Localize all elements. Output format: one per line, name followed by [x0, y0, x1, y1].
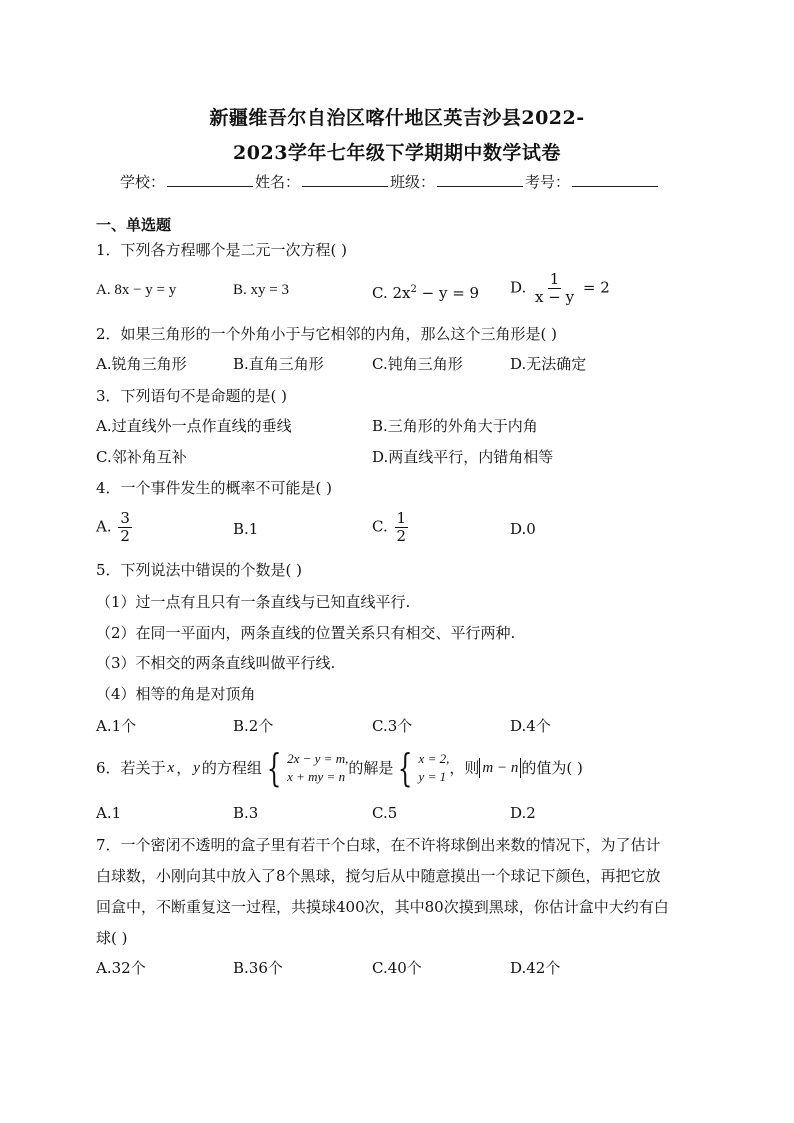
- q6-sol2: y = 1: [418, 769, 447, 784]
- q2-option-d: D.无法确定: [510, 355, 587, 373]
- student-info-row: [120, 171, 660, 192]
- q4-option-a: [96, 510, 134, 545]
- q4-c-prefix: C.: [372, 517, 388, 536]
- q6-option-a: A.1: [96, 804, 122, 822]
- q4-a-num: 3: [120, 509, 130, 527]
- q6-sol1: x = 2,: [418, 751, 450, 766]
- q6-brace-icon: {: [266, 746, 282, 790]
- q6-eq1: 2x − y = m,: [287, 751, 349, 766]
- school-blank[interactable]: [167, 171, 253, 187]
- q3-stem: 3．下列语句不是命题的是( ): [96, 387, 288, 405]
- q7-line-1: 7．一个密闭不透明的盒子里有若干个白球，在不许将球倒出来数的情况下，为了估计: [96, 836, 661, 854]
- q4-option-b: B.1: [233, 520, 259, 538]
- q6-var-x: x: [167, 760, 175, 776]
- q2-option-c: C.钝角三角形: [372, 355, 463, 373]
- q2-stem: 2．如果三角形的一个外角小于与它相邻的内角，那么这个三角形是( ): [96, 325, 558, 343]
- q6-solution-system: [393, 748, 449, 788]
- q5-option-b: B.2个: [233, 717, 274, 735]
- q6-abs-expr: m − n: [479, 758, 521, 778]
- q4-option-c: [372, 510, 410, 545]
- q1-option-a: A. 8x − y = y: [96, 282, 177, 298]
- q6-var-y: y: [193, 760, 200, 776]
- exam-title-line1: 新疆维吾尔自治区喀什地区英吉沙县2022-: [209, 107, 585, 129]
- q4-a-fraction: [118, 510, 132, 545]
- q1-c-prefix: C. 2x: [372, 284, 411, 302]
- q7-line-4: 球( ): [96, 929, 128, 947]
- q6-sep: ，: [176, 759, 192, 777]
- q1-option-d: [510, 271, 610, 306]
- q1-d-num: 1: [549, 270, 560, 288]
- exam-no-blank[interactable]: [572, 171, 658, 187]
- q5-option-c: C.3个: [372, 717, 413, 735]
- school-label: 学校：: [120, 173, 166, 191]
- q6-stem-suffix: 的值为( ): [521, 759, 583, 777]
- q1-d-suffix: = 2: [582, 278, 610, 297]
- exam-no-label: 考号：: [525, 173, 571, 191]
- q6-option-d: D.2: [510, 804, 536, 822]
- q6-brace-icon: {: [398, 746, 413, 790]
- name-blank[interactable]: [302, 171, 388, 187]
- q1-d-fraction: [533, 271, 576, 306]
- q4-c-den: 2: [396, 527, 407, 545]
- q5-statement-2: （2）在同一平面内，两条直线的位置关系只有相交、平行两种.: [96, 624, 516, 642]
- q7-option-b: B.36个: [233, 959, 283, 977]
- q7-line-2: 白球数，小刚向其中放入了8个黑球，搅匀后从中随意摸出一个球记下颜色，再把它放: [96, 867, 661, 885]
- q7-line-3: 回盒中，不断重复这一过程，共摸球400次，其中80次摸到黑球，你估计盒中大约有白: [96, 898, 669, 916]
- q7-option-c: C.40个: [372, 959, 422, 977]
- q3-option-b: B.三角形的外角大于内角: [372, 417, 538, 435]
- q3-option-d: D.两直线平行，内错角相等: [372, 448, 554, 466]
- q1-stem: 1．下列各方程哪个是二元一次方程( ): [96, 241, 348, 259]
- q1-c-sup: 2: [410, 284, 417, 295]
- q3-option-c: C.邻补角互补: [96, 448, 187, 466]
- section-title: 一、单选题: [96, 216, 172, 234]
- q7-option-a: A.32个: [96, 959, 146, 977]
- q6-stem: [96, 748, 583, 788]
- q4-a-prefix: A.: [96, 517, 112, 536]
- q6-stem-prefix: 6．若关于: [96, 759, 166, 777]
- q2-option-b: B.直角三角形: [233, 355, 324, 373]
- class-label: 班级：: [390, 173, 436, 191]
- exam-title-line2: 2023学年七年级下学期期中数学试卷: [233, 142, 561, 164]
- q1-option-b: B. xy = 3: [233, 282, 289, 298]
- q4-stem: 4．一个事件发生的概率不可能是( ): [96, 479, 333, 497]
- q5-statement-1: （1）过一点有且只有一条直线与已知直线平行.: [96, 593, 411, 611]
- q1-option-c: [372, 280, 479, 303]
- q4-c-num: 1: [396, 509, 407, 527]
- q5-statement-3: （3）不相交的两条直线叫做平行线.: [96, 654, 336, 672]
- q6-option-c: C.5: [372, 804, 398, 822]
- q7-option-d: D.42个: [510, 959, 561, 977]
- q6-eq2: x + my = n: [287, 769, 346, 784]
- q5-statement-4: （4）相等的角是对顶角: [96, 685, 256, 703]
- q5-option-a: A.1个: [96, 717, 137, 735]
- q6-stem-mid2: 的解是: [348, 759, 394, 777]
- q1-d-prefix: D.: [510, 278, 527, 297]
- q4-option-d: D.0: [510, 520, 536, 538]
- q4-a-den: 2: [120, 527, 130, 545]
- q1-d-den: x − y: [535, 288, 575, 306]
- q5-option-d: D.4个: [510, 717, 551, 735]
- q3-option-a: A.过直线外一点作直线的垂线: [96, 417, 292, 435]
- q1-c-suffix: − y = 9: [416, 284, 480, 302]
- q6-stem-mid: 的方程组: [201, 759, 262, 777]
- q2-option-a: A.锐角三角形: [96, 355, 187, 373]
- q4-c-fraction: [395, 510, 409, 545]
- q6-option-b: B.3: [233, 804, 259, 822]
- class-blank[interactable]: [437, 171, 523, 187]
- q6-stem-mid3: ，则: [449, 759, 480, 777]
- name-label: 姓名：: [255, 173, 301, 191]
- q5-stem: 5．下列说法中错误的个数是( ): [96, 561, 303, 579]
- q6-equation-system: [262, 748, 348, 788]
